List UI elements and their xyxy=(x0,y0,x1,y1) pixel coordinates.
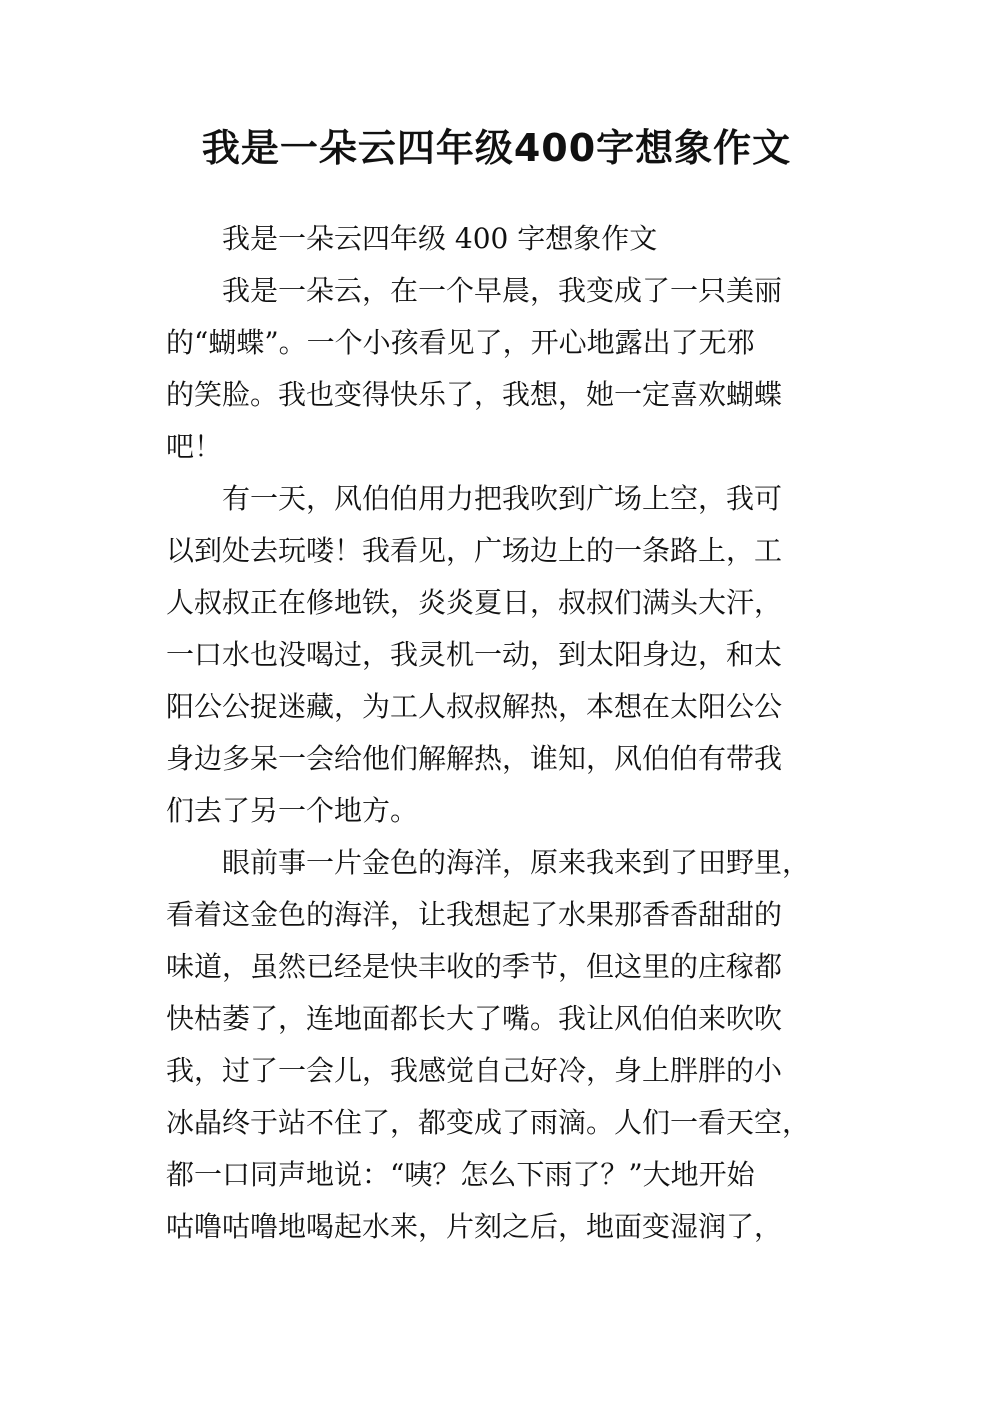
text-line: 我是一朵云四年级 400 字想象作文 xyxy=(222,222,658,255)
text-line: 味道，虽然已经是快丰收的季节，但这里的庄稼都 xyxy=(166,950,783,983)
text-line: 看着这金色的海洋，让我想起了水果那香香甜甜的 xyxy=(166,898,783,931)
text-line: 阳公公捉迷藏，为工人叔叔解热，本想在太阳公公 xyxy=(166,690,783,723)
text-line: 冰晶终于站不住了，都变成了雨滴。人们一看天空， xyxy=(166,1106,811,1139)
text-line: 我，过了一会儿，我感觉自己好冷，身上胖胖的小 xyxy=(166,1054,783,1087)
text-line: 的笑脸。我也变得快乐了，我想，她一定喜欢蝴蝶 xyxy=(166,378,783,411)
text-line: 吧！ xyxy=(166,430,223,463)
paragraph-3 xyxy=(166,837,831,1253)
document-title: 我是一朵云四年级400字想象作文 xyxy=(201,126,792,170)
text-line: 咕噜咕噜地喝起水来，片刻之后，地面变湿润了， xyxy=(166,1210,783,1243)
paragraph-2 xyxy=(166,473,831,837)
text-line: 的“蝴蝶”。一个小孩看见了，开心地露出了无邪 xyxy=(166,326,755,359)
text-line: 身边多呆一会给他们解解热，谁知，风伯伯有带我 xyxy=(166,742,783,775)
paragraph-1 xyxy=(166,265,831,473)
text-line: 以到处去玩喽！我看见，广场边上的一条路上，工 xyxy=(166,534,783,567)
text-line: 人叔叔正在修地铁，炎炎夏日，叔叔们满头大汗， xyxy=(166,586,783,619)
paragraph-subtitle xyxy=(166,213,831,265)
text-line: 有一天，风伯伯用力把我吹到广场上空，我可 xyxy=(222,482,783,515)
text-line: 我是一朵云，在一个早晨，我变成了一只美丽 xyxy=(222,274,783,307)
text-line: 一口水也没喝过，我灵机一动，到太阳身边，和太 xyxy=(166,638,783,671)
text-line: 眼前事一片金色的海洋，原来我来到了田野里， xyxy=(222,846,811,879)
document-body xyxy=(166,213,831,1253)
text-line: 快枯萎了，连地面都长大了嘴。我让风伯伯来吹吹 xyxy=(166,1002,783,1035)
text-line: 都一口同声地说：“咦？怎么下雨了？”大地开始 xyxy=(166,1158,755,1191)
text-line: 们去了另一个地方。 xyxy=(166,794,419,827)
